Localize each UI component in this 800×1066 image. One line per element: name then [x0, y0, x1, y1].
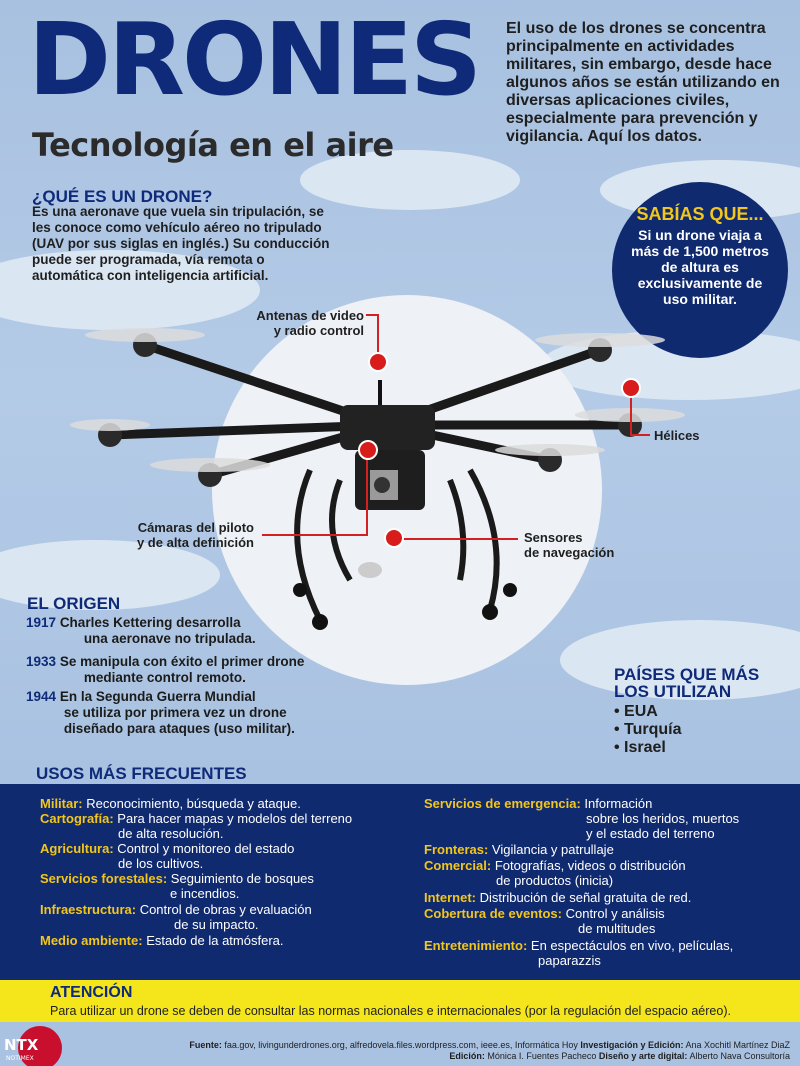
uso-item: Internet: Distribución de señal gratuita de red. [424, 890, 692, 905]
landing-gear [470, 470, 497, 610]
uso-item: Infraestructura: Control de obras y evaluación de su impacto. [40, 902, 312, 932]
callout-camaras-line2: y de alta definición [136, 535, 254, 550]
propeller [535, 333, 665, 347]
uso-item: Medio ambiente: Estado de la atmósfera. [40, 933, 284, 948]
uso-item: Cobertura de eventos: Control y análisis de multitudes [424, 906, 665, 936]
uso-item: Servicios de emergencia: Información sobre los heridos, muertos y el estado del terreno [424, 796, 740, 841]
paises-title: PAÍSES QUE MÁS LOS UTILIZAN [614, 665, 760, 701]
landing-gear [332, 480, 350, 580]
origen-item [26, 689, 295, 737]
origen-year: 1917 [26, 615, 57, 630]
logo-text: NTX [4, 1036, 39, 1054]
callout-line [402, 538, 518, 540]
callout-line [366, 452, 368, 536]
callout-dot-helices [621, 378, 641, 398]
notimex-logo [0, 1026, 64, 1066]
callout-antenas-line1: Antenas de video [256, 308, 364, 323]
callout-camaras [124, 520, 254, 550]
uso-item: Militar: Reconocimiento, búsqueda y ataque. [40, 796, 301, 811]
landing-foot [482, 604, 498, 620]
drone-body [340, 405, 435, 450]
landing-foot [293, 583, 307, 597]
page-title: DRONES [28, 1, 480, 118]
drone-illustration [70, 290, 770, 640]
callout-antenas [250, 308, 364, 338]
atencion-text: Para utilizar un drone se deben de consultar las normas nacionales e internacionales (por la regulación del espacio aéreo). [50, 1004, 731, 1018]
callout-sensores [524, 530, 614, 560]
callout-line [262, 534, 366, 536]
landing-foot [312, 614, 328, 630]
propeller [85, 328, 205, 342]
propeller [495, 444, 605, 456]
intro-text: El uso de los drones se concentra principalmente en actividades militares, sin embargo, desde hace algunos años se están utilizando en diversas aplicaciones civiles, especialmente para prevención y vigilancia. Aquí los datos. [506, 20, 780, 145]
uso-item: Entretenimiento: En espectáculos en vivo, películas, paparazzis [424, 938, 734, 968]
origen-item [26, 615, 256, 647]
camera-lens [374, 477, 390, 493]
pais-item: • Israel [614, 739, 666, 756]
atencion-title: ATENCIÓN [50, 984, 133, 1001]
landing-foot [503, 583, 517, 597]
uso-item: Agricultura: Control y monitoreo del estado de los cultivos. [40, 841, 295, 871]
origen-text: En la Segunda Guerra Mundial se utiliza por primera vez un drone diseñado para ataques (uso militar). [59, 689, 295, 736]
callout-sensores-line2: de navegación [524, 545, 615, 560]
sensor-pod [358, 562, 382, 578]
origen-year: 1944 [26, 689, 57, 704]
usos-title: USOS MÁS FRECUENTES [36, 764, 247, 783]
logo-subtext: NOTIMEX [6, 1055, 34, 1062]
propeller [150, 458, 270, 472]
origen-text: Charles Kettering desarrolla una aeronave no tripulada. [59, 615, 256, 646]
page-subtitle: Tecnología en el aire [32, 126, 394, 164]
uso-item: Cartografía: Para hacer mapas y modelos del terreno de alta resolución. [40, 811, 353, 841]
callout-line [366, 314, 379, 316]
landing-gear [450, 480, 463, 580]
callout-dot-camaras [358, 440, 378, 460]
origen-item [26, 654, 304, 686]
que-es-title: ¿QUÉ ES UN DRONE? [32, 187, 213, 206]
callout-camaras-line1: Cámaras del piloto [137, 520, 254, 535]
sabias-que-title: SABÍAS QUE... [636, 204, 764, 224]
pais-item: • Turquía [614, 721, 682, 738]
sabias-que-text: Si un drone viaja a más de 1,500 metros de altura es exclusivamente de uso militar. [631, 227, 769, 307]
callout-sensores-line1: Sensores [524, 530, 583, 545]
origen-title: EL ORIGEN [27, 594, 121, 613]
callout-line [630, 434, 650, 436]
que-es-text: Es una aeronave que vuela sin tripulación, se les conoce como vehículo aéreo no tripulado (UAV por sus siglas en inglés.) Su conducción puede ser programada, vía remota o automática con inteligencia artificial. [32, 204, 330, 283]
uso-item: Comercial: Fotografías, videos o distribución de productos (inicia) [424, 858, 686, 888]
propeller [70, 419, 150, 431]
pais-item: • EUA [614, 703, 658, 720]
usos-panel [0, 784, 800, 980]
credits: Fuente: faa.gov, livingunderdrones.org, alfredovela.files.wordpress.com, ieee.es, Informática Hoy Investigación y Edición: Ana Xochitl Martínez DiaZ Edición: Mónica I. Fuentes Pacheco Diseño y arte digital: Alberto Nava Consultoría [189, 1040, 790, 1061]
uso-item: Servicios forestales: Seguimiento de bosques e incendios. [40, 871, 314, 901]
origen-text: Se manipula con éxito el primer drone mediante control remoto. [59, 654, 305, 685]
uso-item: Fronteras: Vigilancia y patrullaje [424, 842, 614, 857]
callout-antenas-line2: y radio control [273, 323, 364, 338]
callout-dot-antenas [368, 352, 388, 372]
landing-gear [297, 470, 320, 620]
callout-helices: Hélices [654, 428, 700, 443]
origen-year: 1933 [26, 654, 57, 669]
callout-dot-sensores [384, 528, 404, 548]
atencion-banner [0, 980, 800, 1022]
